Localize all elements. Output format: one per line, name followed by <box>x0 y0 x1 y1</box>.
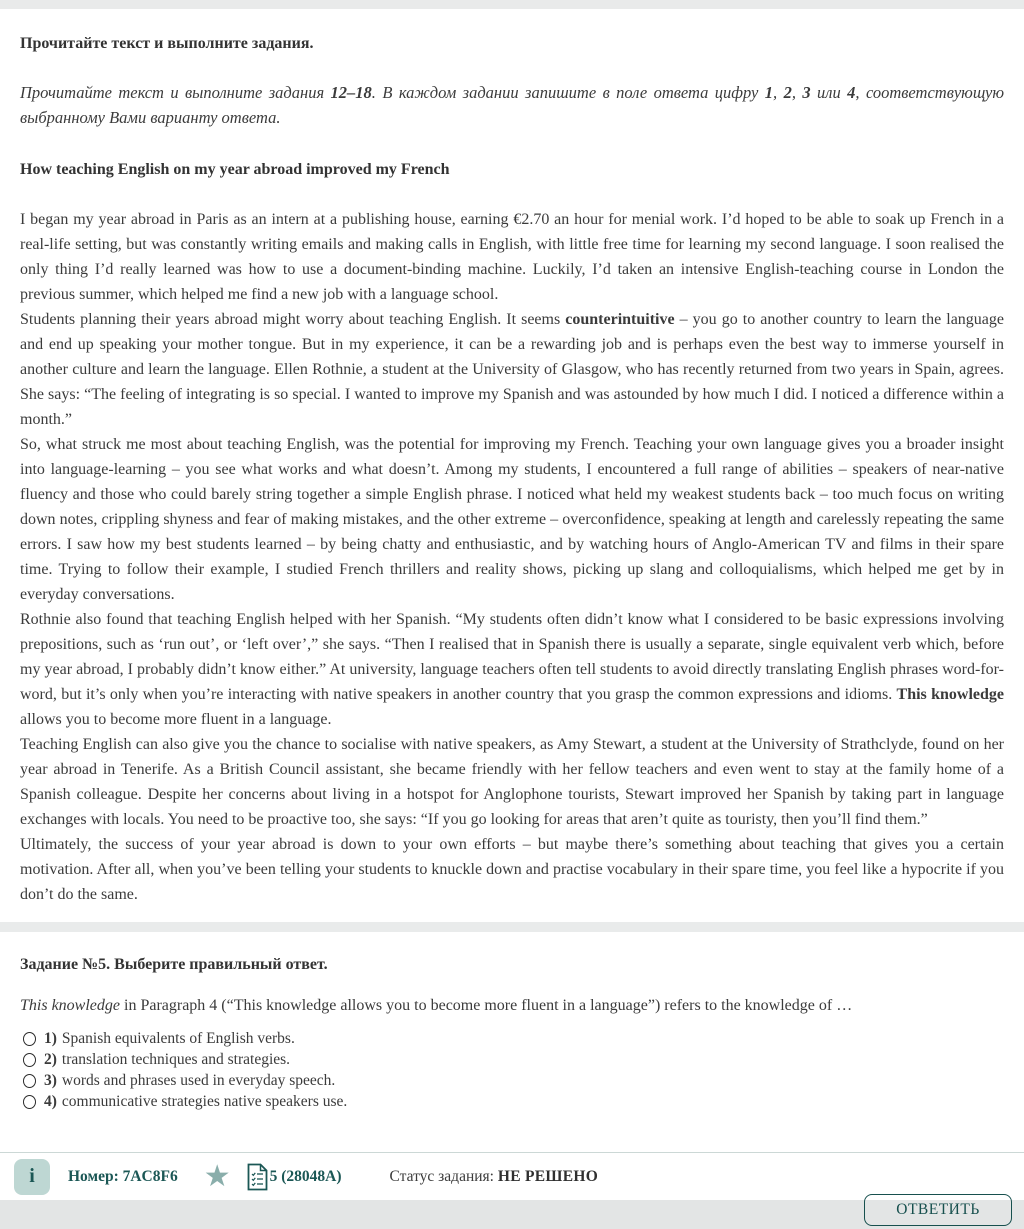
instruction-heading: Прочитайте текст и выполните задания. <box>20 35 314 52</box>
status-value: НЕ РЕШЕНО <box>497 1167 599 1185</box>
main-content <box>0 9 1024 907</box>
answer-option[interactable] <box>20 1091 1004 1112</box>
article-paragraph: Rothnie also found that teaching English helped with her Spanish. “My students often didn’t know what I considered to be basic expressions involving prepositions, such as ‘run out’, or ‘left over’,” she says. “Then I realised that in Spanish there is usually a separate, single equivalent verb which, before my year abroad, I probably didn’t know either.” At university, language teachers often tell students to avoid directly translating English phrases word-for-word, but it’s only when you’re interacting with native speakers in another country that you grasp the common expressions and idioms. This knowledge allows you to become more fluent in a language. <box>20 611 1005 728</box>
article-paragraph: Students planning their years abroad might worry about teaching English. It seems counterintuitive – you go to another country to learn the language and end up speaking your mother tongue. But in my experience, it can be a rewarding job and is perhaps even the best way to immerse yourself in another culture and learn the language. Ellen Rothnie, a student at the University of Glasgow, who has recently returned from two years in Spain, agrees. She says: “The feeling of integrating is so special. I wanted to improve my Spanish and was astounded by how much I did. I noticed a difference within a month.” <box>20 311 1005 428</box>
option-number: 3) <box>44 1071 57 1089</box>
info-icon[interactable] <box>14 1159 50 1195</box>
option-text: words and phrases used in everyday speech. <box>61 1071 336 1089</box>
answer-button[interactable]: ОТВЕТИТЬ <box>864 1194 1012 1226</box>
radio-button[interactable] <box>23 1053 36 1067</box>
options-list <box>20 1028 1004 1112</box>
article-body <box>20 207 1004 907</box>
task-section <box>0 952 1024 1112</box>
article-paragraph: Ultimately, the success of your year abroad is down to your own efforts – but maybe there’s something about teaching that gives you a certain motivation. After all, when you’ve been telling your students to knuckle down and practise vocabulary in their spare time, you feel like a hypocrite if you don’t do the same. <box>20 836 1004 903</box>
option-number: 2) <box>44 1050 57 1068</box>
document-checklist-icon <box>247 1163 268 1191</box>
article-title: How teaching English on my year abroad improved my French <box>20 161 450 178</box>
task-title: Задание №5. Выберите правильный ответ. <box>20 956 328 973</box>
answer-option[interactable] <box>20 1070 1004 1091</box>
radio-button[interactable] <box>23 1032 36 1046</box>
status-label: Статус задания: <box>389 1167 498 1185</box>
article-paragraph: I began my year abroad in Paris as an intern at a publishing house, earning €2.70 an hour for menial work. I’d hoped to be able to soak up French in a real-life setting, but was constantly writing emails and making calls in English, with little free time for learning my second language. I soon realised the only thing I’d really learned was how to use a document-binding machine. Luckily, I’d taken an intensive English-teaching course in London the previous summer, which helped me find a new job with a language school. <box>20 211 1004 303</box>
star-icon[interactable]: ★ <box>203 1159 231 1193</box>
article-paragraph: Teaching English can also give you the chance to socialise with native speakers, as Amy Stewart, a student at the University of Strathclyde, found on her year abroad in Tenerife. As a British Council assistant, she became friendly with her fellow teachers and even went to stay at the family home of a Spanish colleague. Despite her concerns about living in a hotspot for Anglophone tourists, Stewart improved her Spanish by taking part in language exchanges with locals. You need to be proactive too, she says: “If you go looking for areas that aren’t quite as touristy, then you’ll find them.” <box>20 736 1004 828</box>
radio-button[interactable] <box>23 1074 36 1088</box>
task-status <box>390 1168 599 1186</box>
option-text: translation techniques and strategies. <box>61 1050 291 1068</box>
top-divider <box>0 0 1024 9</box>
option-text: Spanish equivalents of English verbs. <box>61 1029 295 1047</box>
task-question: This knowledge in Paragraph 4 (“This knowledge allows you to become more fluent in a language”) refers to the knowledge of … <box>20 997 853 1014</box>
instruction-text: Прочитайте текст и выполните задания 12–18. В каждом задании запишите в поле ответа цифру 1, 2, 3 или 4, соответствующую выбранному Вами варианту ответа. <box>20 83 1005 127</box>
info-icon-glyph: i <box>29 1165 35 1187</box>
option-number: 4) <box>44 1092 57 1110</box>
answer-option[interactable] <box>20 1049 1004 1070</box>
footer-bar <box>0 1152 1024 1200</box>
option-text: communicative strategies native speakers use. <box>61 1092 348 1110</box>
task-ref-link[interactable]: 5 (28048A) <box>269 1167 342 1185</box>
radio-button[interactable] <box>23 1095 36 1109</box>
section-divider <box>0 922 1024 932</box>
article-paragraph: So, what struck me most about teaching English, was the potential for improving my French. Teaching your own language gives you a broader insight into language-learning – you see what works and what doesn’t. Among my students, I encountered a full range of abilities – speakers of near-native fluency and those who could barely string together a simple English phrase. I noticed what held my weakest students back – too much focus on writing down notes, crippling shyness and fear of making mistakes, and the other extreme – overconfidence, speaking at length and carelessly repeating the same errors. I saw how my best students learned – by being chatty and enthusiastic, and by watching hours of Anglo-American TV and films in their spare time. Trying to follow their example, I studied French thrillers and reality shows, picking up slang and colloquialisms, which helped me get by in everyday conversations. <box>20 436 1004 603</box>
task-number: Номер: 7AC8F6 <box>68 1167 178 1185</box>
answer-option[interactable] <box>20 1028 1004 1049</box>
option-number: 1) <box>44 1029 57 1047</box>
